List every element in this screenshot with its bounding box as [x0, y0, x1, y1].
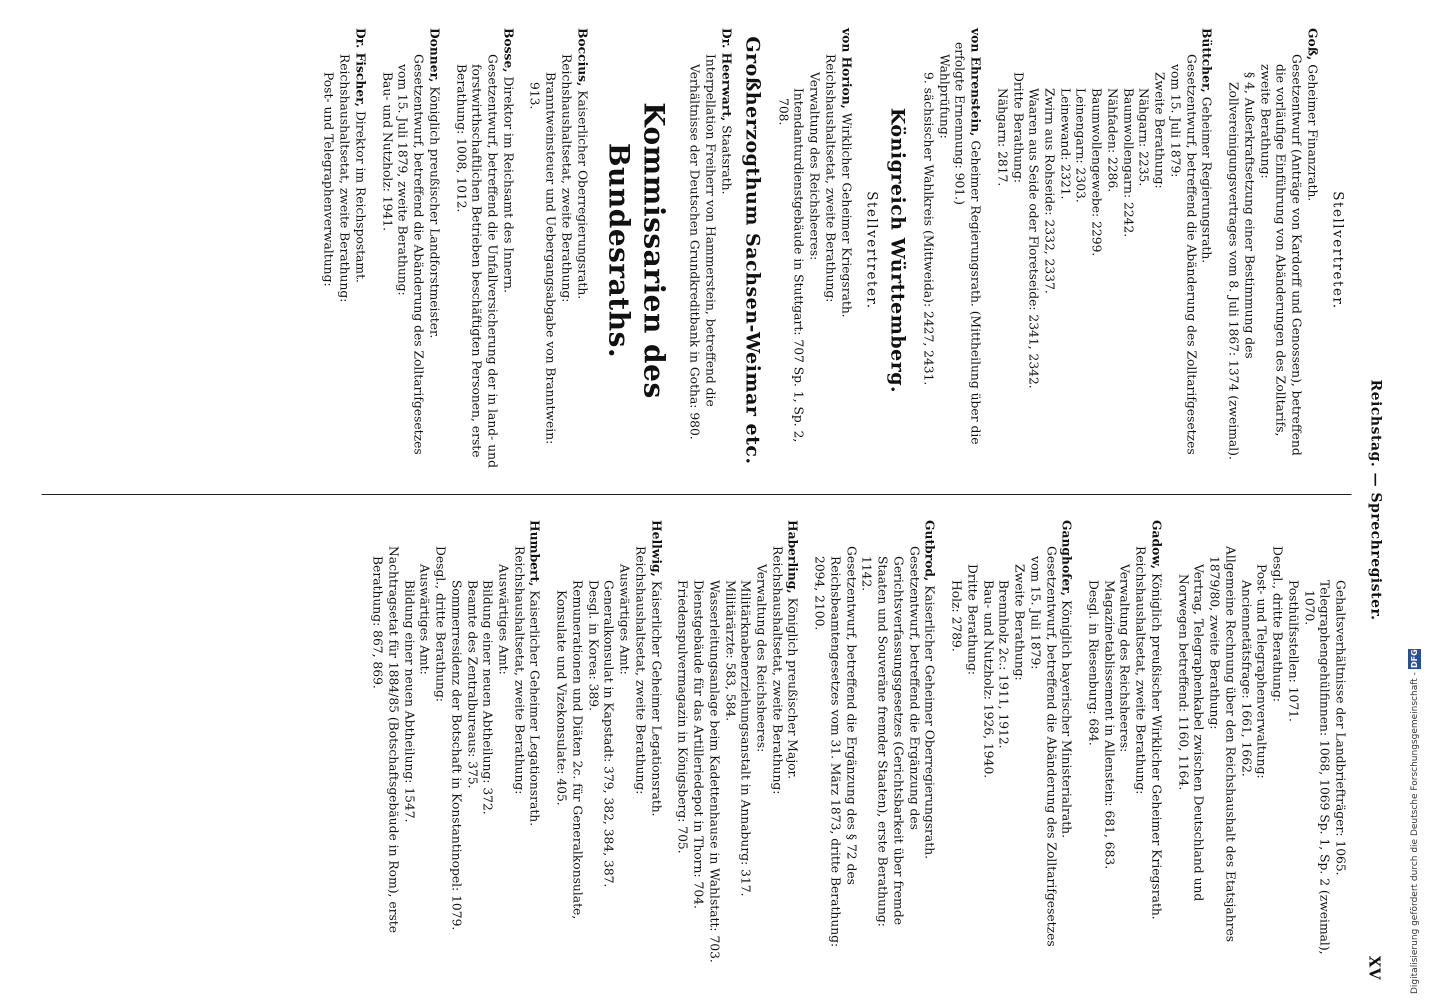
entry-line: Leinewand: 2321.	[1058, 88, 1073, 200]
entry-line: Magazinetablissement in Allenstein: 681, 683.	[1102, 580, 1117, 870]
entry-line: Friedenspulvermagazin in Königsberg: 705.	[675, 580, 690, 854]
section-heading-sachsen-weimar: Großherzogthum Sachsen-Weimar etc.	[741, 36, 764, 465]
entry-line: Beamte des Zentralbureaus: 375.	[465, 580, 480, 789]
entry-line: Brennholz 2c.: 1911, 1912.	[996, 580, 1011, 749]
register-entry-fischer	[320, 28, 368, 473]
register-entry-heerwart	[686, 28, 734, 473]
register-entry-gadow	[1085, 520, 1165, 965]
entry-line: Sommerresidenz der Botschaft in Konstantinopel: 1079.	[449, 580, 464, 931]
register-entry-ehrenstein	[920, 28, 984, 473]
entry-line: Gesetzentwurf, betreffend die Abänderung des Zolltarifgesetzes vom 15. Juli 1879:	[1028, 546, 1059, 947]
entry-line: Nähfaden: 2286.	[1105, 88, 1120, 193]
register-entry-fischer-continued	[1174, 520, 1347, 965]
entry-title: Direktor im Reichsamt des Innern.	[501, 76, 516, 293]
entry-line: Auswärtiges Amt:	[617, 564, 632, 675]
entry-title: Königlich bayerischer Ministerialrath.	[1059, 600, 1074, 839]
section-heading-wuerttemberg: Königreich Württemberg.	[886, 107, 909, 394]
entry-line: Gesetzentwurf, betreffend die Unfallversicherung der in land- und forstwirthschaftlichen Betrieben beschäftigten Personen, erste Berathung: 1008, 1012.	[454, 54, 500, 468]
register-entry-horion	[774, 28, 854, 473]
entry-line: Reichshaushaltsetat, zweite Berathung:	[1133, 546, 1148, 795]
register-entry-humbert	[369, 520, 543, 965]
register-entry-boccius	[526, 28, 590, 473]
stamp-text: Digitalisierung gefördert durch die Deutsche Forschungsgemeinschaft -	[1410, 672, 1420, 994]
entry-line: Auswärtiges Amt:	[496, 564, 511, 675]
entry-line: Desgl. in Korea: 389.	[586, 580, 601, 712]
entry-line: Gesetzentwurf, betreffend die Ergänzung des § 72 des Reichsbeamtengesetzes vom 31. März 1873, dritte Berathung: 2094, 2100.	[812, 546, 859, 948]
entry-title: Kaiserlicher Geheimer Oberregierungsrath.	[922, 585, 937, 860]
entry-name: Ganghofer,	[1059, 520, 1075, 597]
entry-line: Gesetzentwurf, betreffend die Abänderung des Zolltarifgesetzes vom 15. Juli 1879:	[1168, 54, 1199, 455]
entry-name: Boccius,	[575, 28, 591, 87]
entry-line: Nähgarn: 2817.	[995, 88, 1010, 187]
entry-line: Reichshaushaltsetat, zweite Berathung:	[337, 54, 352, 303]
entry-line: Desgl., dritte Berathung:	[433, 546, 448, 702]
register-entry-haberling	[674, 520, 801, 965]
entry-line: Intendanturdienstgebäude in Stuttgart: 707 Sp. 1, Sp. 2, 708.	[776, 88, 806, 443]
register-entry-hellwig	[553, 520, 664, 965]
register-entry-gutbrod	[811, 520, 938, 965]
entry-line: Allgemeine Rechnung über den Reichshaushalt des Etatsjahres 1879/80, zweite Berathung:	[1207, 546, 1238, 943]
entry-title: Geheimer Regierungsrath. (Mittheilung über die erfolgte Ernennung: 901.)	[952, 42, 983, 445]
section-subheading: Stellvertreter.	[863, 191, 880, 310]
entry-line: Post- und Telegraphenverwaltung:	[1254, 564, 1269, 779]
entry-line: Holz: 2789.	[949, 580, 964, 652]
register-entry-donner	[378, 28, 442, 473]
entry-line: Reichshaushaltsetat, zweite Berathung:	[823, 54, 838, 303]
running-header	[1362, 10, 1384, 990]
right-column	[359, 520, 1348, 965]
entry-line: Desgl., dritte Berathung:	[1270, 546, 1285, 702]
entry-line: Militärärzte: 583, 584.	[723, 580, 738, 722]
entry-name: Gadow,	[1149, 520, 1165, 570]
entry-name: Humbert,	[527, 520, 543, 587]
entry-line: Dienstgebäude für das Artilleriedepot in Thorn: 704.	[691, 580, 706, 909]
entry-line: Bildung einer neuen Abtheilung: 372.	[480, 580, 495, 815]
entry-line: Gehaltsverhältnisse der Landbriefträger: 1065.	[1333, 580, 1348, 876]
entry-name: Donner,	[427, 28, 443, 83]
entry-line: Wahlprüfung:	[937, 54, 952, 139]
register-entry-buettcher	[994, 28, 1215, 473]
entry-line: Interpellation Freiherr von Hammerstein, betreffend die Verhältnisse der Deutschen Grundkreditbank in Gotha: 980.	[687, 54, 718, 440]
entry-line: Branntweinsteuer und Uebergangsabgabe von Branntwein: 913.	[527, 72, 558, 445]
entry-title: Königlich preußischer Major.	[786, 597, 800, 779]
entry-line: Verwaltung des Reichsheeres:	[807, 72, 822, 261]
entry-line: Zweite Berathung:	[1152, 72, 1167, 189]
entry-line: Remunerationen und Diäten 2c. für Generalkonsulate, Konsulate und Vizekonsulate: 405.	[554, 580, 585, 920]
entry-line: Bau- und Nutzholz: 1941.	[380, 72, 395, 232]
section-subheading: Stellvertreter.	[1329, 191, 1346, 310]
entry-name: Gutbrod,	[922, 520, 938, 582]
entry-title: Kaiserlicher Geheimer Legationsrath.	[527, 590, 542, 827]
entry-title: Direktor im Reichspostamt.	[353, 110, 368, 283]
section-heading-kommissarien: Kommissarien des Bundesraths.	[602, 102, 671, 399]
entry-line: Auswärtiges Amt:	[417, 564, 432, 675]
entry-title: Geheimer Regierungsrath.	[1199, 96, 1214, 264]
entry-title: Geheimer Finanzrath.	[1305, 64, 1320, 202]
digitization-stamp	[1408, 4, 1428, 994]
register-entry-bosse	[452, 28, 516, 473]
entry-title: Kaiserlicher Geheimer Legationsrath.	[649, 580, 664, 817]
entry-line: Zwirn aus Rohseide: 2332, 2337.	[1042, 88, 1057, 294]
entry-line: Gesetzentwurf, betreffend die Abänderung des Zolltarifgesetzes vom 15. Juli 1879, zweite Berathung:	[395, 54, 426, 455]
entry-line: Wasserleitungsanlage beim Kadettenhause in Wahlstatt: 703.	[707, 580, 722, 963]
entry-line: Reichshaushaltsetat, zweite Berathung:	[512, 546, 527, 795]
entry-name: von Horion,	[839, 28, 855, 109]
entry-line: Desgl. in Riesenburg: 684.	[1086, 580, 1101, 746]
entry-line: Reichshaushaltsetat, zweite Berathung:	[559, 54, 574, 303]
entry-title: Königlich preußischer Wirklicher Geheimer Kriegsrath.	[1149, 573, 1164, 920]
entry-line: Posthülfsstellen: 1071.	[1286, 580, 1301, 722]
entry-line: Militärknabenerziehungsanstalt in Annaburg: 317.	[738, 580, 753, 897]
entry-line: Nachtragsetat für 1884/85 (Botschaftsgebäude in Rom), erste Berathung: 867, 869.	[370, 546, 401, 934]
header-title: Reichstag. — Sprechregister.	[1367, 379, 1384, 621]
entry-line: § 4, Außerkraftsetzung einer Bestimmung des Zollvereinigungsvertrages vom 8. Juli 1867: 1374 (zweimal).	[1226, 72, 1257, 460]
entry-line: Telegraphengehülfinnen: 1068, 1069 Sp. 1, Sp. 2 (zweimal), 1070.	[1302, 580, 1332, 955]
entry-line: Bau- und Nutzholz: 1926, 1940.	[981, 580, 996, 779]
entry-name: Dr. Heerwart,	[719, 28, 735, 122]
entry-line: Baumwollengarn: 2242.	[1121, 88, 1136, 238]
entry-line: Dritte Berathung:	[1011, 72, 1026, 183]
entry-name: Büttcher,	[1199, 28, 1215, 93]
entry-line: Vertrag, Telegraphenkabel zwischen Deutschland und Norwegen betreffend: 1160, 1164.	[1176, 564, 1206, 902]
entry-line: Bildung einer neuen Abtheilung: 1547.	[402, 580, 417, 823]
entry-line: Gesetzentwurf, betreffend die Ergänzung des Gerichtsverfassungsgesetzes (Gerichtsbarkeit über fremde Staaten und Souveräne fremder Staaten), erste Berathung: 1142.	[859, 546, 922, 927]
entry-name: Dr. Fischer,	[353, 28, 369, 108]
entry-line: Nähgarn: 2235.	[1136, 88, 1151, 187]
entry-line: Dritte Berathung:	[965, 564, 980, 675]
entry-title: Kaiserlicher Oberregierungsrath.	[575, 90, 590, 300]
page-number: XV	[1365, 955, 1384, 980]
entry-name: Hellwig,	[649, 520, 665, 577]
register-entry-goss	[1225, 28, 1320, 473]
entry-name: Bosse,	[501, 28, 517, 73]
entry-line: Verwaltung des Reichsheeres:	[1117, 564, 1132, 753]
register-entry-ganghofer	[948, 520, 1075, 965]
dfg-logo-icon: DFG	[1410, 649, 1419, 669]
left-column	[310, 28, 1347, 473]
entry-title: Staatsrath.	[719, 125, 734, 195]
entry-line: Reichshaushaltsetat, zweite Berathung:	[633, 546, 648, 795]
entry-line: Post- und Telegraphenverwaltung:	[321, 72, 336, 287]
entry-name: von Ehrenstein,	[968, 28, 984, 137]
entry-line: Leinengarn: 2303.	[1073, 88, 1088, 203]
entry-line: Reichshaushaltsetat, zweite Berathung:	[770, 546, 785, 795]
entry-title: Königlich preußischer Landforstmeister.	[427, 86, 442, 339]
entry-name: Haberling,	[786, 520, 801, 594]
entry-line: Anciennetätsfrage: 1661, 1662.	[1239, 580, 1254, 777]
rotated-page	[19, 10, 1414, 990]
entry-title: Wirklicher Geheimer Kriegsrath.	[839, 112, 854, 318]
entry-line: Verwaltung des Reichsheeres:	[754, 564, 769, 753]
entry-line: Waaren aus Seide oder Floretseide: 2341, 2342.	[1026, 88, 1041, 389]
entry-line: Generalkonsulat in Kapstadt: 379, 382, 384, 387.	[601, 580, 616, 888]
entry-name: Goß,	[1305, 28, 1321, 61]
entry-line: Gesetzentwurf (Anträge von Kardorff und Genossen), betreffend die vorläufige Einführung von Abänderungen des Zolltarifs, zweite Berathung:	[1258, 54, 1304, 456]
entry-line: 9. sächsischer Wahlkreis (Mittweida): 2427, 2431.	[921, 72, 936, 386]
column-divider	[42, 494, 1352, 495]
entry-line: Zweite Berathung:	[1012, 564, 1027, 681]
entry-line: Baumwollengewebe: 2299.	[1089, 88, 1104, 257]
